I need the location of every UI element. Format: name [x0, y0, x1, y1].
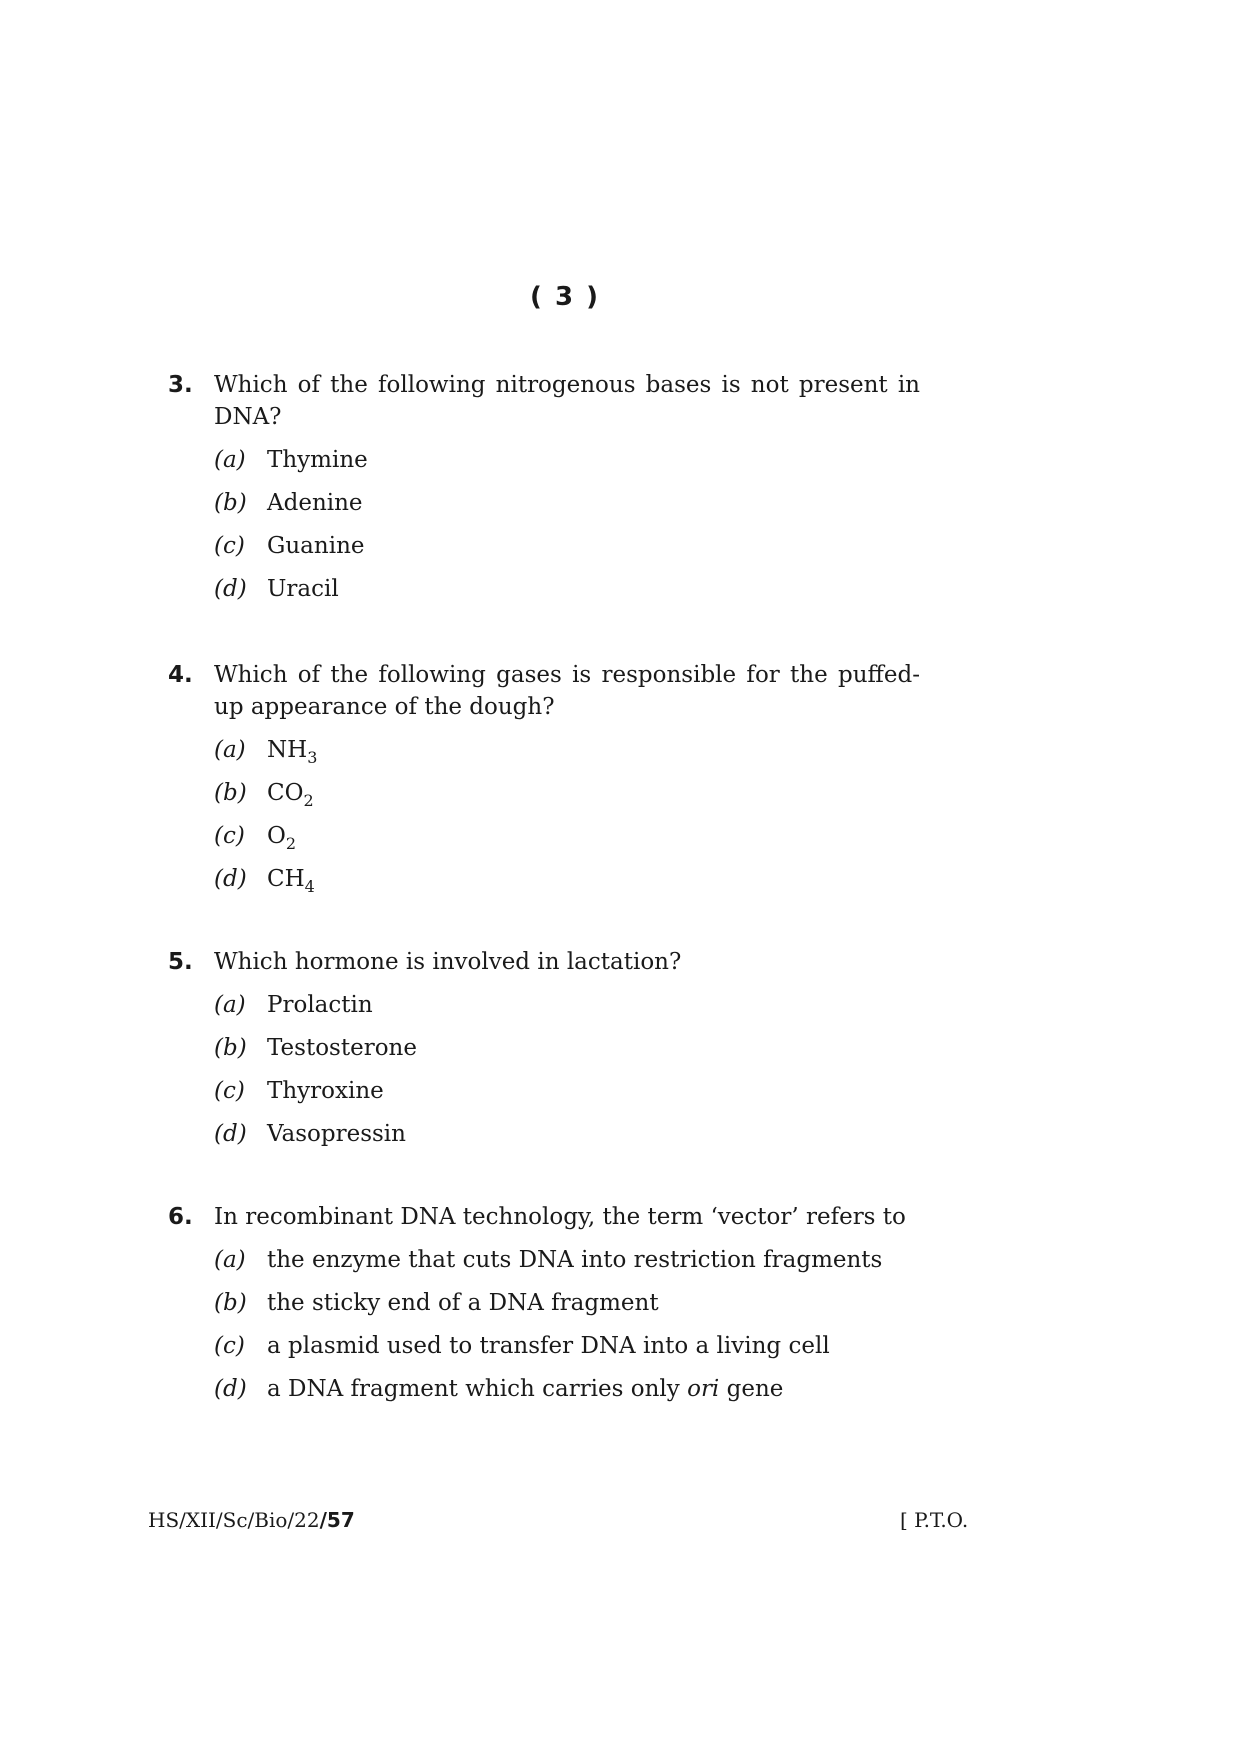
question-5: [168, 946, 920, 1161]
option-a: [214, 1244, 920, 1276]
option-label: (c): [214, 823, 245, 849]
paper-code-suffix: /57: [319, 1508, 355, 1532]
options-list: [214, 989, 920, 1150]
option-text: [267, 820, 920, 852]
option-text: Thyroxine: [267, 1078, 384, 1104]
question-text: Which of the following nitrogenous bases is not present in DNA?: [214, 372, 920, 430]
option-b: [214, 777, 920, 809]
formula: O: [267, 823, 286, 849]
options-list: [214, 734, 920, 895]
option-text: Adenine: [267, 490, 363, 516]
formula: CO: [267, 780, 304, 806]
option-c: [214, 530, 920, 562]
formula: NH: [267, 737, 308, 763]
option-b: [214, 1032, 920, 1064]
pto-label: [ P.T.O.: [900, 1508, 969, 1532]
option-text: Guanine: [267, 533, 365, 559]
option-text: a plasmid used to transfer DNA into a living cell: [267, 1333, 830, 1359]
option-label: (d): [214, 1376, 247, 1402]
option-label: (c): [214, 533, 245, 559]
option-label: (b): [214, 780, 247, 806]
option-text: the sticky end of a DNA fragment: [267, 1290, 659, 1316]
question-number: 6.: [168, 1204, 193, 1230]
option-label: (a): [214, 737, 246, 763]
option-label: (a): [214, 1247, 246, 1273]
formula: CH: [267, 866, 305, 892]
question-number: 3.: [168, 372, 193, 398]
option-text: Uracil: [267, 576, 339, 602]
option-d: [214, 573, 920, 605]
formula-subscript: 2: [303, 791, 314, 810]
option-label: (d): [214, 576, 247, 602]
option-text: Vasopressin: [267, 1121, 406, 1147]
option-text: Prolactin: [267, 992, 373, 1018]
option-text: [267, 1373, 920, 1405]
option-b: [214, 1287, 920, 1319]
option-label: (a): [214, 992, 246, 1018]
question-text: Which hormone is involved in lactation?: [214, 949, 682, 975]
option-text: [267, 777, 920, 809]
options-list: [214, 444, 920, 605]
option-d: [214, 863, 920, 895]
option-label: (d): [214, 866, 247, 892]
paper-code: [148, 1508, 355, 1532]
option-d: [214, 1118, 920, 1150]
option-text: [267, 863, 920, 895]
option-text: Testosterone: [267, 1035, 417, 1061]
option-label: (d): [214, 1121, 247, 1147]
options-list: [214, 1244, 920, 1405]
question-3: [168, 369, 920, 616]
formula-subscript: 3: [307, 748, 318, 767]
option-label: (b): [214, 1035, 247, 1061]
question-number: 5.: [168, 949, 193, 975]
option-label: (c): [214, 1333, 245, 1359]
formula-subscript: 4: [304, 877, 315, 896]
option-text: Thymine: [267, 447, 368, 473]
page-number: ( 3 ): [530, 282, 600, 312]
option-text: the enzyme that cuts DNA into restriction fragments: [267, 1247, 883, 1273]
question-4: [168, 659, 920, 906]
option-label: (b): [214, 490, 247, 516]
option-d: [214, 1373, 920, 1405]
option-text-end: gene: [719, 1376, 784, 1402]
question-number: 4.: [168, 662, 193, 688]
option-text: [267, 734, 920, 766]
option-label: (b): [214, 1290, 247, 1316]
option-c: [214, 1330, 920, 1362]
option-a: [214, 444, 920, 476]
option-b: [214, 487, 920, 519]
option-label: (c): [214, 1078, 245, 1104]
option-a: [214, 734, 920, 766]
option-a: [214, 989, 920, 1021]
paper-code-prefix: HS/XII/Sc/Bio/22: [148, 1508, 320, 1532]
option-c: [214, 1075, 920, 1107]
option-text-italic: ori: [687, 1376, 720, 1402]
question-text: Which of the following gases is responsible for the puffed-up appearance of the dough?: [214, 662, 920, 720]
option-text-start: a DNA fragment which carries only: [267, 1376, 688, 1402]
question-text: In recombinant DNA technology, the term ‘vector’ refers to: [214, 1204, 906, 1230]
option-label: (a): [214, 447, 246, 473]
formula-subscript: 2: [285, 834, 297, 853]
question-6: [168, 1201, 920, 1416]
option-c: [214, 820, 920, 852]
